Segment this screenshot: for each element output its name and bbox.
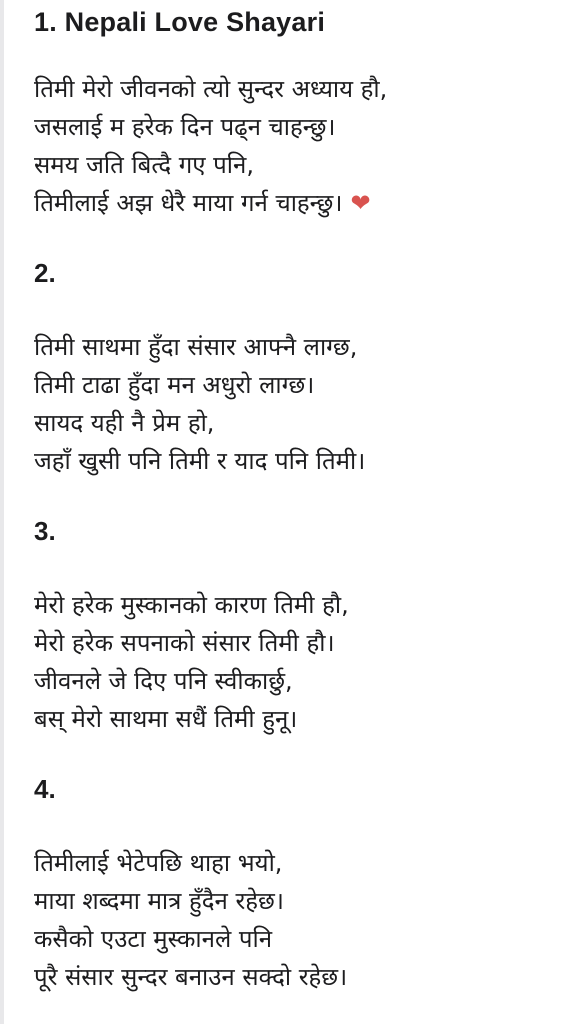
stanza-line: सायद यही नै प्रेम हो, — [34, 409, 215, 437]
stanza-1 — [34, 70, 554, 222]
stanza-line: कसैको एउटा मुस्कानले पनि — [34, 925, 273, 953]
stanza-line — [34, 184, 554, 222]
stanza-line: तिमी साथमा हुँदा संसार आफ्नै लाग्छ, — [34, 333, 358, 361]
section-heading-2: 2. — [34, 258, 56, 288]
stanza-2 — [34, 328, 554, 480]
stanza-line: बस् मेरो साथमा सधैं तिमी हुनू। — [34, 705, 298, 733]
stanza-line: मेरो हरेक सपनाको संसार तिमी हौ। — [34, 629, 335, 657]
stanza-line: समय जति बित्दै गए पनि, — [34, 151, 254, 179]
stanza-line: तिमी मेरो जीवनको त्यो सुन्दर अध्याय हौ, — [34, 75, 388, 103]
stanza-3 — [34, 586, 554, 738]
stanza-line: तिमीलाई भेटेपछि थाहा भयो, — [34, 849, 283, 877]
stanza-line: मेरो हरेक मुस्कानको कारण तिमी हौ, — [34, 591, 349, 619]
stanza-line: जसलाई म हरेक दिन पढ्न चाहन्छु। — [34, 113, 336, 141]
stanza-line-text: तिमीलाई अझ धेरै माया गर्न चाहन्छु। — [34, 189, 343, 217]
article-body — [34, 0, 554, 996]
stanza-line: माया शब्दमा मात्र हुँदैन रहेछ। — [34, 887, 284, 915]
heart-emoji-icon: ❤ — [350, 189, 371, 217]
stanza-line: जीवनले जे दिए पनि स्वीकार्छु, — [34, 667, 293, 695]
left-edge-rule — [0, 0, 4, 1024]
stanza-line: जहाँ खुसी पनि तिमी र याद पनि तिमी। — [34, 447, 366, 475]
section-heading-3: 3. — [34, 516, 56, 546]
section-heading-4: 4. — [34, 774, 56, 804]
stanza-line: तिमी टाढा हुँदा मन अधुरो लाग्छ। — [34, 371, 315, 399]
stanza-line: पूरै संसार सुन्दर बनाउन सक्दो रहेछ। — [34, 963, 348, 991]
stanza-4 — [34, 844, 554, 996]
page-title: 1. Nepali Love Shayari — [34, 7, 326, 37]
